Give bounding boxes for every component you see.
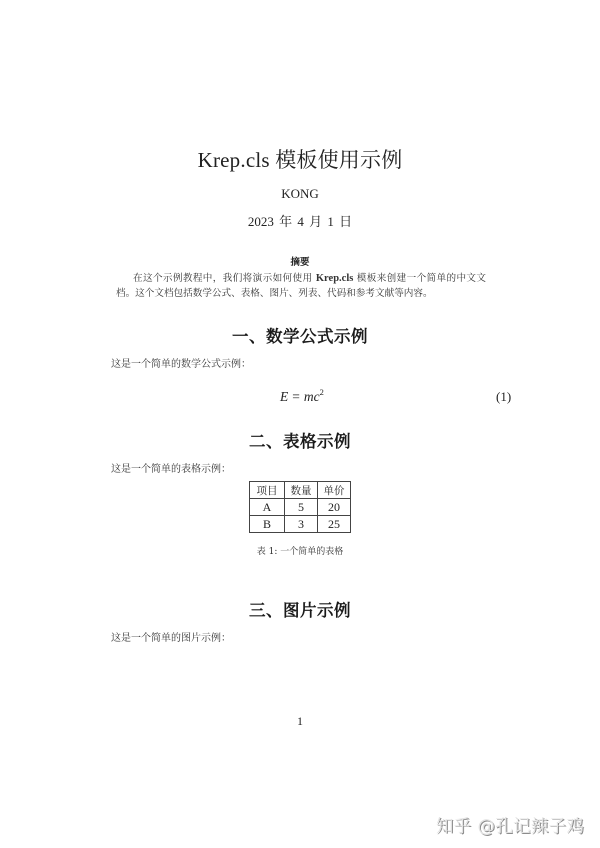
section-heading-math: 一、数学公式示例 (232, 327, 368, 346)
section-intro-table: 这是一个简单的表格示例： (111, 464, 231, 475)
table-cell: 5 (285, 499, 318, 516)
abstract-text-after: 模板来创建一个简单的中文文档。这个文档包括数学公式、表格、图片、列表、代码和参考文献等内容。 (116, 273, 486, 299)
section-intro-figure: 这是一个简单的图片示例： (111, 633, 231, 644)
abstract-text (116, 271, 486, 301)
table-header-row (250, 482, 351, 499)
table-caption: 表 1: 一个简单的表格 (256, 547, 344, 557)
equation-rhs: mc (303, 389, 320, 404)
document-date: 2023 年 4 月 1 日 (247, 214, 353, 229)
table-cell: 25 (318, 516, 351, 533)
section-intro-math: 这是一个简单的数学公式示例： (111, 359, 251, 370)
page-number: 1 (297, 714, 303, 728)
equation-lhs: E (280, 389, 289, 404)
table-row (250, 516, 351, 533)
watermark: 知乎 @孔记辣子鸡 (436, 817, 585, 837)
table-row (250, 499, 351, 516)
abstract-text-before: 在这个示例教程中，我们将演示如何使用 (133, 273, 316, 284)
document-title: Krep.cls 模板使用示例 (197, 148, 403, 172)
table-cell: A (250, 499, 285, 516)
table-header-item: 项目 (250, 482, 285, 499)
table-header-quantity: 数量 (285, 482, 318, 499)
abstract-class-name: Krep.cls (315, 273, 354, 284)
table-header-price: 单价 (318, 482, 351, 499)
document-author: KONG (281, 186, 319, 201)
section-heading-table: 二、表格示例 (249, 432, 351, 451)
equation (280, 389, 324, 405)
equation-operator: = (292, 389, 300, 404)
section-heading-figure: 三、图片示例 (249, 601, 351, 620)
abstract-heading: 摘要 (290, 257, 310, 268)
equation-exponent: 2 (319, 387, 324, 397)
table-cell: 20 (318, 499, 351, 516)
equation-number: (1) (496, 389, 512, 404)
data-table (249, 481, 351, 533)
table-cell: 3 (285, 516, 318, 533)
table-cell: B (250, 516, 285, 533)
